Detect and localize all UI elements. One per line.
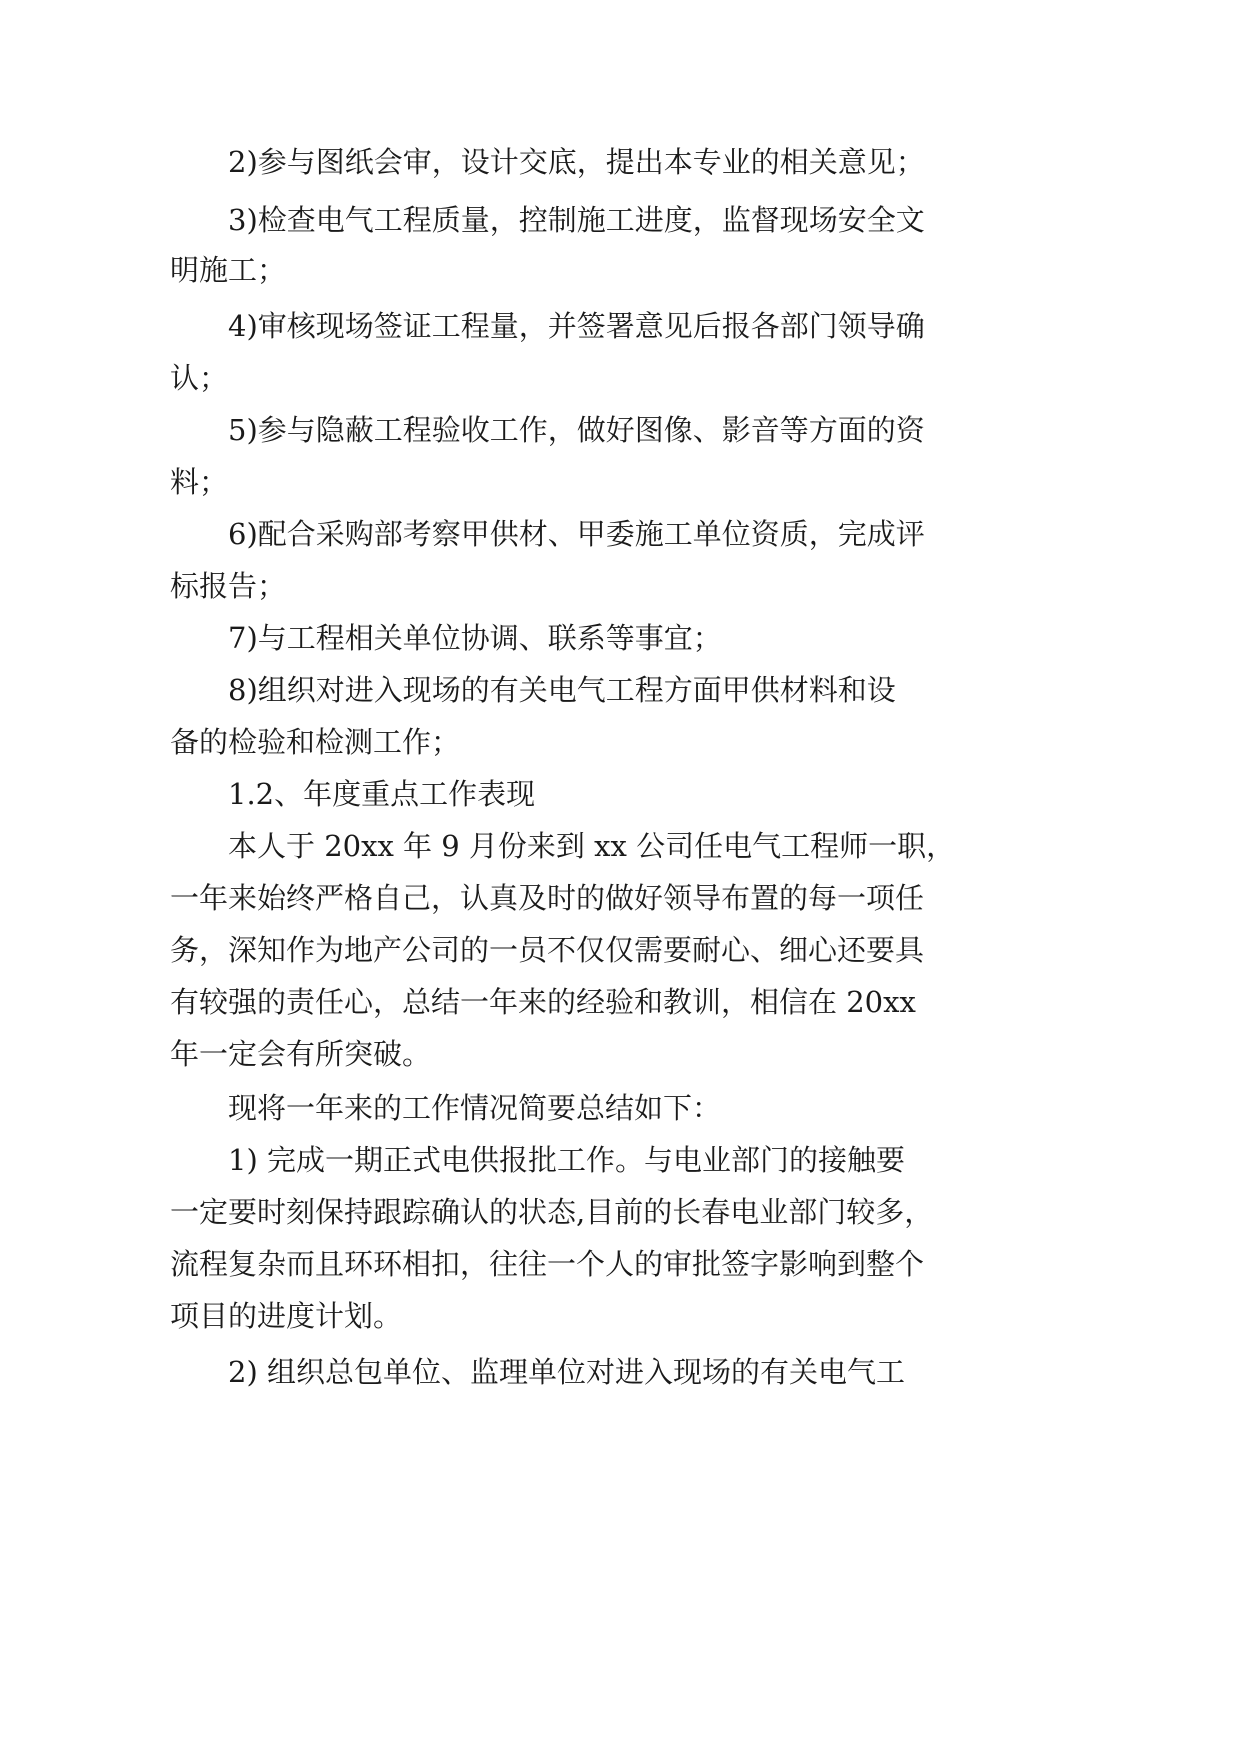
body-line: 明施工； — [170, 253, 287, 287]
body-line: 本人于 20xx 年 9 月份来到 xx 公司任电气工程师一职， — [228, 829, 956, 863]
body-line: 5)参与隐蔽工程验收工作，做好图像、影音等方面的资 — [228, 413, 925, 447]
body-line: 标报告； — [170, 569, 287, 603]
body-line: 现将一年来的工作情况简要总结如下： — [228, 1091, 722, 1125]
body-line: 4)审核现场签证工程量，并签署意见后报各部门领导确 — [228, 309, 925, 343]
body-line: 1) 完成一期正式电供报批工作。与电业部门的接触要 — [228, 1143, 905, 1177]
body-line: 3)检查电气工程质量，控制施工进度，监督现场安全文 — [228, 203, 925, 237]
section-heading: 1.2、年度重点工作表现 — [228, 777, 536, 811]
body-line: 6)配合采购部考察甲供材、甲委施工单位资质，完成评 — [228, 517, 925, 551]
body-line: 料； — [170, 465, 229, 499]
body-line: 8)组织对进入现场的有关电气工程方面甲供材料和设 — [228, 673, 896, 707]
body-line: 2)参与图纸会审，设计交底，提出本专业的相关意见； — [228, 145, 925, 179]
body-line: 一年来始终严格自己，认真及时的做好领导布置的每一项任 — [170, 881, 925, 915]
body-line: 务，深知作为地产公司的一员不仅仅需要耐心、细心还要具 — [170, 933, 925, 967]
body-line: 备的检验和检测工作； — [170, 725, 461, 759]
body-line: 2) 组织总包单位、监理单位对进入现场的有关电气工 — [228, 1355, 905, 1389]
body-line: 7)与工程相关单位协调、联系等事宜； — [228, 621, 722, 655]
body-line: 认； — [170, 361, 229, 395]
body-line: 一定要时刻保持跟踪确认的状态,目前的长春电业部门较多， — [170, 1195, 934, 1229]
body-line: 年一定会有所突破。 — [170, 1037, 432, 1071]
body-line: 流程复杂而且环环相扣，往往一个人的审批签字影响到整个 — [170, 1247, 925, 1281]
body-line: 有较强的责任心，总结一年来的经验和教训，相信在 20xx — [170, 985, 916, 1019]
body-line: 项目的进度计划。 — [170, 1299, 403, 1333]
